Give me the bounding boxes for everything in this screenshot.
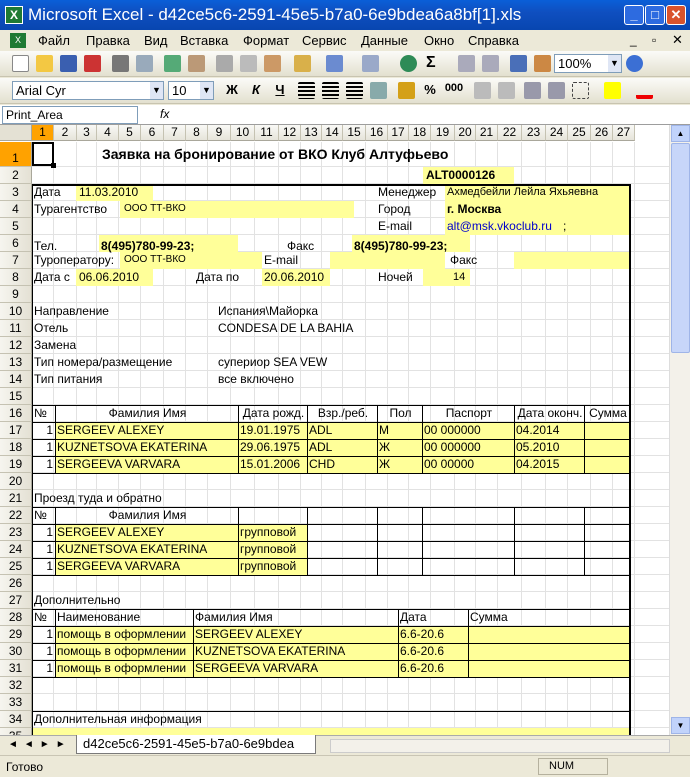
section-title: Дополнительно bbox=[34, 593, 121, 607]
standard-toolbar bbox=[0, 51, 690, 77]
currency-icon[interactable] bbox=[398, 82, 415, 99]
cell-text: Тип номера/размещение bbox=[34, 355, 173, 369]
font-select[interactable] bbox=[12, 81, 164, 100]
column-header[interactable]: 19 bbox=[431, 125, 455, 141]
cell-text: 20.06.2010 bbox=[264, 270, 325, 284]
menu-view[interactable]: Вид bbox=[144, 33, 168, 48]
cell-text: Дата с bbox=[34, 270, 70, 284]
email-link: alt@msk.vkoclub.ru bbox=[447, 219, 552, 233]
column-header[interactable]: 13 bbox=[301, 125, 322, 141]
cell-text: E-mail bbox=[264, 253, 299, 267]
row-header[interactable]: 17 bbox=[0, 422, 32, 439]
copy-icon[interactable] bbox=[240, 55, 257, 72]
travel-mode: групповой bbox=[240, 559, 297, 573]
table-header: Фамилия Имя bbox=[108, 508, 187, 522]
menu-help[interactable]: Справка bbox=[468, 33, 519, 48]
gridline bbox=[32, 370, 672, 371]
column-header[interactable]: 8 bbox=[186, 125, 208, 141]
tourist-name: KUZNETSOVA EKATERINA bbox=[57, 440, 208, 454]
table-header: № bbox=[34, 508, 47, 522]
cell-border bbox=[377, 405, 378, 473]
row-header[interactable]: 12 bbox=[0, 337, 32, 354]
cell-text: Турагентство bbox=[34, 202, 108, 216]
section-title: Дополнительная информация bbox=[34, 712, 202, 726]
city-value: г. Москва bbox=[447, 202, 502, 216]
row-number: 1 bbox=[46, 440, 53, 454]
scroll-up-button[interactable]: ▲ bbox=[671, 125, 690, 142]
cell-border bbox=[238, 507, 239, 575]
row-header[interactable]: 9 bbox=[0, 286, 32, 303]
row-number: 1 bbox=[46, 542, 53, 556]
column-header[interactable]: 27 bbox=[613, 125, 635, 141]
menu-format[interactable]: Формат bbox=[243, 33, 290, 48]
tourist-name: SERGEEV ALEXEY bbox=[57, 423, 165, 437]
maximize-button[interactable]: □ bbox=[645, 5, 665, 25]
cell-border bbox=[32, 473, 630, 474]
underline-button[interactable]: Ч bbox=[275, 82, 285, 97]
row-header[interactable]: 3 bbox=[0, 184, 32, 201]
chevron-down-icon[interactable]: ▼ bbox=[150, 82, 163, 99]
column-header[interactable]: 11 bbox=[255, 125, 279, 141]
tourist-type: ADL bbox=[309, 440, 333, 454]
permission-icon[interactable] bbox=[84, 55, 101, 72]
column-header[interactable]: 26 bbox=[591, 125, 613, 141]
tourist-type: CHD bbox=[309, 457, 335, 471]
tourist-passport-expiry: 04.2015 bbox=[516, 457, 560, 471]
font-value: Arial Cyr bbox=[16, 83, 66, 98]
row-number: 1 bbox=[46, 661, 53, 675]
drawing-icon[interactable] bbox=[534, 55, 551, 72]
research-icon[interactable] bbox=[188, 55, 205, 72]
cell-text: Менеджер bbox=[378, 185, 437, 199]
cell-text: 11.03.2010 bbox=[79, 185, 139, 199]
cell-text: Тип питания bbox=[34, 372, 103, 386]
email-suffix: ; bbox=[563, 219, 567, 233]
cell-text: CONDESA DE LA BAHIA bbox=[218, 321, 354, 335]
cell-border bbox=[630, 405, 631, 473]
window-title: Microsoft Excel - d42ce5c6-2591-45e5-b7a0-6e9bdea6a8bf[1].xls bbox=[28, 5, 522, 24]
extra-date: 6.6-20.6 bbox=[400, 644, 445, 658]
thousands-button[interactable]: 000 bbox=[444, 82, 464, 94]
extra-date: 6.6-20.6 bbox=[400, 627, 445, 641]
row-header[interactable]: 21 bbox=[0, 490, 32, 507]
menu-insert[interactable]: Вставка bbox=[180, 33, 229, 48]
column-header[interactable]: 16 bbox=[366, 125, 388, 141]
fill-color-icon[interactable] bbox=[604, 82, 621, 99]
close-button[interactable]: ✕ bbox=[666, 5, 686, 25]
row-header[interactable]: 34 bbox=[0, 711, 32, 728]
cell-border bbox=[422, 507, 423, 575]
tourist-passport: 00 000000 bbox=[424, 440, 481, 454]
tourist-passport: 00 00000 bbox=[424, 457, 475, 471]
cell-text: Дата bbox=[34, 185, 61, 199]
formula-bar bbox=[0, 105, 690, 125]
select-all-corner[interactable] bbox=[0, 125, 32, 141]
row-header[interactable]: 15 bbox=[0, 388, 32, 405]
tourist-sex: М bbox=[379, 423, 389, 437]
cell-border bbox=[377, 507, 378, 575]
row-header[interactable]: 24 bbox=[0, 541, 32, 558]
cell-border bbox=[238, 405, 239, 473]
cell-border bbox=[307, 405, 308, 473]
doc-close-button[interactable]: ✕ bbox=[672, 32, 683, 47]
table-header: Взр./реб. bbox=[317, 406, 369, 420]
tourist-passport: 00 000000 bbox=[424, 423, 481, 437]
operator-value: ООО ТТ-ВКО bbox=[124, 254, 186, 265]
save-icon[interactable] bbox=[60, 55, 77, 72]
sort-desc-icon[interactable] bbox=[482, 55, 499, 72]
form-title: Заявка на бронирование от ВКО Клуб Алтуфьево bbox=[102, 146, 449, 162]
horizontal-scrollbar[interactable] bbox=[330, 739, 670, 753]
fax-value: 8(495)780-99-23; bbox=[354, 239, 448, 253]
row-number: 1 bbox=[46, 457, 53, 471]
table-header: Дата оконч. bbox=[517, 406, 583, 420]
cell-text: Факс bbox=[287, 239, 315, 253]
table-header: Сумма bbox=[470, 610, 508, 624]
manager-value: Ахмедбейли Лейла Яхьяевна bbox=[447, 186, 599, 198]
table-header: Фамилия Имя bbox=[108, 406, 187, 420]
gridline bbox=[32, 166, 672, 167]
row-header[interactable]: 10 bbox=[0, 303, 32, 320]
column-header[interactable]: 9 bbox=[208, 125, 231, 141]
extra-service: помощь в оформлении bbox=[57, 644, 187, 658]
borders-icon[interactable] bbox=[572, 82, 589, 99]
row-header[interactable]: 25 bbox=[0, 558, 32, 575]
doc-restore-button[interactable]: ▫ bbox=[652, 33, 657, 47]
extra-date: 6.6-20.6 bbox=[400, 661, 445, 675]
paste-icon[interactable] bbox=[264, 55, 281, 72]
zoom-value: 100% bbox=[558, 56, 592, 71]
booking-code: ALT0000126 bbox=[426, 168, 496, 182]
vertical-scrollbar[interactable] bbox=[669, 125, 690, 735]
cell-text: Туроператору: bbox=[34, 253, 115, 267]
sort-asc-icon[interactable] bbox=[458, 55, 475, 72]
table-header: Фамилия Имя bbox=[195, 610, 273, 624]
cell-border bbox=[55, 507, 56, 575]
row-header[interactable]: 1 bbox=[0, 142, 32, 167]
font-size-value: 10 bbox=[172, 83, 187, 98]
column-header[interactable]: 18 bbox=[409, 125, 431, 141]
table-header: Наименование bbox=[57, 610, 141, 624]
cell-border bbox=[630, 609, 631, 677]
gridline bbox=[32, 336, 672, 337]
row-header[interactable]: 28 bbox=[0, 609, 32, 626]
table-header: Пол bbox=[389, 406, 412, 420]
travel-mode: групповой bbox=[240, 542, 297, 556]
row-header[interactable]: 27 bbox=[0, 592, 32, 609]
new-icon[interactable] bbox=[12, 55, 29, 72]
status-ready: Готово bbox=[6, 760, 44, 774]
cut-icon[interactable] bbox=[216, 55, 233, 72]
travel-mode: групповой bbox=[240, 525, 297, 539]
section-title: Проезд туда и обратно bbox=[34, 491, 162, 505]
cell-text: Замена bbox=[34, 338, 77, 352]
workbook-icon[interactable]: X bbox=[10, 33, 26, 48]
cell-text: E-mail bbox=[378, 219, 413, 233]
row-header[interactable]: 11 bbox=[0, 320, 32, 337]
title-bar bbox=[0, 0, 690, 30]
cell-border bbox=[584, 405, 585, 473]
increase-decimal-icon[interactable] bbox=[474, 82, 491, 99]
cell-text: Дата по bbox=[196, 270, 240, 284]
row-header[interactable]: 32 bbox=[0, 677, 32, 694]
column-header[interactable]: 21 bbox=[476, 125, 498, 141]
row-header[interactable]: 31 bbox=[0, 660, 32, 677]
hyperlink-icon[interactable] bbox=[400, 55, 417, 72]
tourist-type: ADL bbox=[309, 423, 333, 437]
row-header[interactable]: 4 bbox=[0, 201, 32, 218]
cell-text: Отель bbox=[34, 321, 69, 335]
sheet-tab-bar bbox=[0, 735, 690, 755]
row-header[interactable]: 26 bbox=[0, 575, 32, 592]
menu-edit[interactable]: Правка bbox=[86, 33, 130, 48]
cell-text: Испания\Майорка bbox=[218, 304, 319, 318]
menu-window[interactable]: Окно bbox=[424, 33, 455, 48]
formatting-toolbar bbox=[0, 78, 690, 104]
align-left-icon[interactable] bbox=[298, 82, 315, 99]
column-header[interactable]: 24 bbox=[546, 125, 568, 141]
sheet-tab[interactable]: d42ce5c6-2591-45e5-b7a0-6e9bdea bbox=[76, 735, 316, 754]
column-header[interactable]: 3 bbox=[77, 125, 97, 141]
chevron-down-icon[interactable]: ▼ bbox=[608, 55, 621, 72]
cell-border bbox=[468, 609, 469, 677]
row-header[interactable]: 2 bbox=[0, 167, 32, 184]
row-number: 1 bbox=[46, 559, 53, 573]
tourist-name: SERGEEVA VARVARA bbox=[57, 457, 181, 471]
column-header[interactable]: 17 bbox=[388, 125, 409, 141]
percent-button[interactable]: % bbox=[424, 82, 436, 97]
align-right-icon[interactable] bbox=[346, 82, 363, 99]
extra-service: помощь в оформлении bbox=[57, 627, 187, 641]
scroll-down-button[interactable]: ▼ bbox=[671, 717, 690, 734]
cell-border bbox=[307, 507, 308, 575]
column-header[interactable]: 25 bbox=[568, 125, 591, 141]
decrease-decimal-icon[interactable] bbox=[498, 82, 515, 99]
fill-handle[interactable] bbox=[51, 163, 56, 168]
cell-border bbox=[584, 507, 585, 575]
help-icon[interactable] bbox=[626, 55, 643, 72]
cell-border bbox=[32, 405, 33, 473]
menu-file[interactable]: Файл bbox=[38, 33, 70, 48]
row-header[interactable]: 30 bbox=[0, 643, 32, 660]
row-number: 1 bbox=[46, 525, 53, 539]
tourist-sex: Ж bbox=[379, 457, 391, 471]
row-header[interactable]: 8 bbox=[0, 269, 32, 286]
italic-button[interactable]: К bbox=[252, 82, 260, 97]
extra-name: SERGEEV ALEXEY bbox=[195, 627, 303, 641]
travel-name: SERGEEVA VARVARA bbox=[57, 559, 181, 573]
cell-border bbox=[32, 507, 33, 575]
tourist-passport-expiry: 04.2014 bbox=[516, 423, 560, 437]
column-header[interactable]: 10 bbox=[231, 125, 255, 141]
menu-data[interactable]: Данные bbox=[361, 33, 408, 48]
cell-border bbox=[398, 609, 399, 677]
gridline bbox=[32, 591, 672, 592]
column-header[interactable]: 5 bbox=[119, 125, 141, 141]
table-header: № bbox=[34, 406, 47, 420]
row-header[interactable]: 23 bbox=[0, 524, 32, 541]
cell-border bbox=[32, 609, 33, 677]
autosum-icon[interactable]: Σ bbox=[426, 54, 436, 71]
agency-value: ООО ТТ-ВКО bbox=[124, 203, 186, 214]
column-header[interactable]: 6 bbox=[141, 125, 164, 141]
row-header[interactable]: 22 bbox=[0, 507, 32, 524]
gridline bbox=[32, 302, 672, 303]
extra-name: KUZNETSOVA EKATERINA bbox=[195, 644, 346, 658]
excel-logo-icon: X bbox=[5, 6, 23, 24]
tourist-dob: 19.01.1975 bbox=[240, 423, 301, 437]
scroll-thumb[interactable] bbox=[671, 143, 690, 353]
name-box[interactable]: Print_Area bbox=[2, 106, 138, 124]
cell-border bbox=[55, 405, 56, 473]
tel-value: 8(495)780-99-23; bbox=[101, 239, 195, 253]
print-preview-icon[interactable] bbox=[136, 55, 153, 72]
increase-indent-icon[interactable] bbox=[548, 82, 565, 99]
row-header[interactable]: 13 bbox=[0, 354, 32, 371]
cell-text: супериор SEA VEW bbox=[218, 355, 328, 369]
row-number: 1 bbox=[46, 644, 53, 658]
cell-text: Тел. bbox=[34, 239, 58, 253]
cell-text: 06.06.2010 bbox=[79, 270, 140, 284]
cell-border bbox=[422, 405, 423, 473]
cell-text: Факс bbox=[450, 253, 478, 267]
tourist-sex: Ж bbox=[379, 440, 391, 454]
cell-border bbox=[514, 507, 515, 575]
redo-icon[interactable] bbox=[362, 55, 379, 72]
gridline bbox=[32, 693, 672, 694]
print-icon[interactable] bbox=[112, 55, 129, 72]
cell-border bbox=[630, 507, 631, 575]
extra-service: помощь в оформлении bbox=[57, 661, 187, 675]
cell-border bbox=[55, 609, 56, 677]
row-header[interactable]: 29 bbox=[0, 626, 32, 643]
gridline bbox=[53, 142, 54, 742]
formula-input[interactable] bbox=[180, 106, 688, 124]
tourist-dob: 15.01.2006 bbox=[240, 457, 301, 471]
column-header[interactable]: 22 bbox=[498, 125, 522, 141]
row-header[interactable]: 14 bbox=[0, 371, 32, 388]
fx-icon[interactable]: fx bbox=[160, 107, 170, 121]
row-number: 1 bbox=[46, 423, 53, 437]
status-bar bbox=[0, 755, 690, 777]
decrease-indent-icon[interactable] bbox=[524, 82, 541, 99]
travel-name: KUZNETSOVA EKATERINA bbox=[57, 542, 208, 556]
cell-border bbox=[514, 405, 515, 473]
row-number: 1 bbox=[46, 627, 53, 641]
row-header[interactable]: 33 bbox=[0, 694, 32, 711]
font-color-icon[interactable] bbox=[636, 82, 653, 99]
table-header: Дата bbox=[400, 610, 427, 624]
extra-name: SERGEEVA VARVARA bbox=[195, 661, 319, 675]
chart-wizard-icon[interactable] bbox=[510, 55, 527, 72]
zoom-select[interactable] bbox=[554, 54, 622, 73]
column-header[interactable]: 1 bbox=[32, 125, 54, 141]
row-header[interactable]: 16 bbox=[0, 405, 32, 422]
cell-text: Направление bbox=[34, 304, 109, 318]
undo-icon[interactable] bbox=[326, 55, 343, 72]
row-header[interactable]: 18 bbox=[0, 439, 32, 456]
column-header[interactable]: 4 bbox=[97, 125, 119, 141]
column-header[interactable]: 7 bbox=[164, 125, 186, 141]
cell-border bbox=[193, 609, 194, 677]
row-header[interactable]: 19 bbox=[0, 456, 32, 473]
table-header: Сумма bbox=[589, 406, 627, 420]
row-header[interactable]: 20 bbox=[0, 473, 32, 490]
tourist-passport-expiry: 05.2010 bbox=[516, 440, 560, 454]
doc-minimize-button[interactable]: _ bbox=[630, 33, 637, 47]
minimize-button[interactable]: _ bbox=[624, 5, 644, 25]
nights-value: 14 bbox=[453, 271, 466, 283]
table-header: Паспорт bbox=[445, 406, 493, 420]
tab-navigation-icon[interactable]: ◄◄►► bbox=[8, 739, 72, 750]
row-header[interactable]: 5 bbox=[0, 218, 32, 235]
merge-center-icon[interactable] bbox=[370, 82, 387, 99]
column-header[interactable]: 2 bbox=[54, 125, 77, 141]
spelling-icon[interactable] bbox=[164, 55, 181, 72]
font-size-select[interactable] bbox=[168, 81, 214, 100]
table-header: № bbox=[34, 610, 47, 624]
tourist-dob: 29.06.1975 bbox=[240, 440, 301, 454]
travel-name: SERGEEV ALEXEY bbox=[57, 525, 165, 539]
column-header[interactable]: 15 bbox=[343, 125, 366, 141]
align-center-icon[interactable] bbox=[322, 82, 339, 99]
spreadsheet-grid[interactable] bbox=[0, 125, 669, 735]
table-header: Дата рожд. bbox=[242, 406, 305, 420]
chevron-down-icon[interactable]: ▼ bbox=[200, 82, 213, 99]
cell-text: Город bbox=[378, 202, 411, 216]
num-lock-indicator: NUM bbox=[538, 758, 608, 775]
cell-text: все включено bbox=[218, 372, 294, 386]
bold-button[interactable]: Ж bbox=[226, 82, 238, 97]
format-painter-icon[interactable] bbox=[294, 55, 311, 72]
column-header[interactable]: 23 bbox=[522, 125, 546, 141]
open-icon[interactable] bbox=[36, 55, 53, 72]
gridline bbox=[634, 142, 635, 742]
cell-border bbox=[32, 677, 630, 678]
column-header[interactable]: 14 bbox=[322, 125, 343, 141]
column-header[interactable]: 20 bbox=[455, 125, 476, 141]
cell-text: Ночей bbox=[378, 270, 413, 284]
highlight-fill bbox=[514, 252, 630, 269]
column-header[interactable]: 12 bbox=[279, 125, 301, 141]
menu-bar bbox=[0, 30, 690, 51]
highlight-fill bbox=[330, 252, 445, 269]
gridline bbox=[32, 387, 672, 388]
menu-tools[interactable]: Сервис bbox=[302, 33, 347, 48]
row-header[interactable]: 7 bbox=[0, 252, 32, 269]
cell-border bbox=[32, 575, 630, 576]
row-header[interactable]: 6 bbox=[0, 235, 32, 252]
